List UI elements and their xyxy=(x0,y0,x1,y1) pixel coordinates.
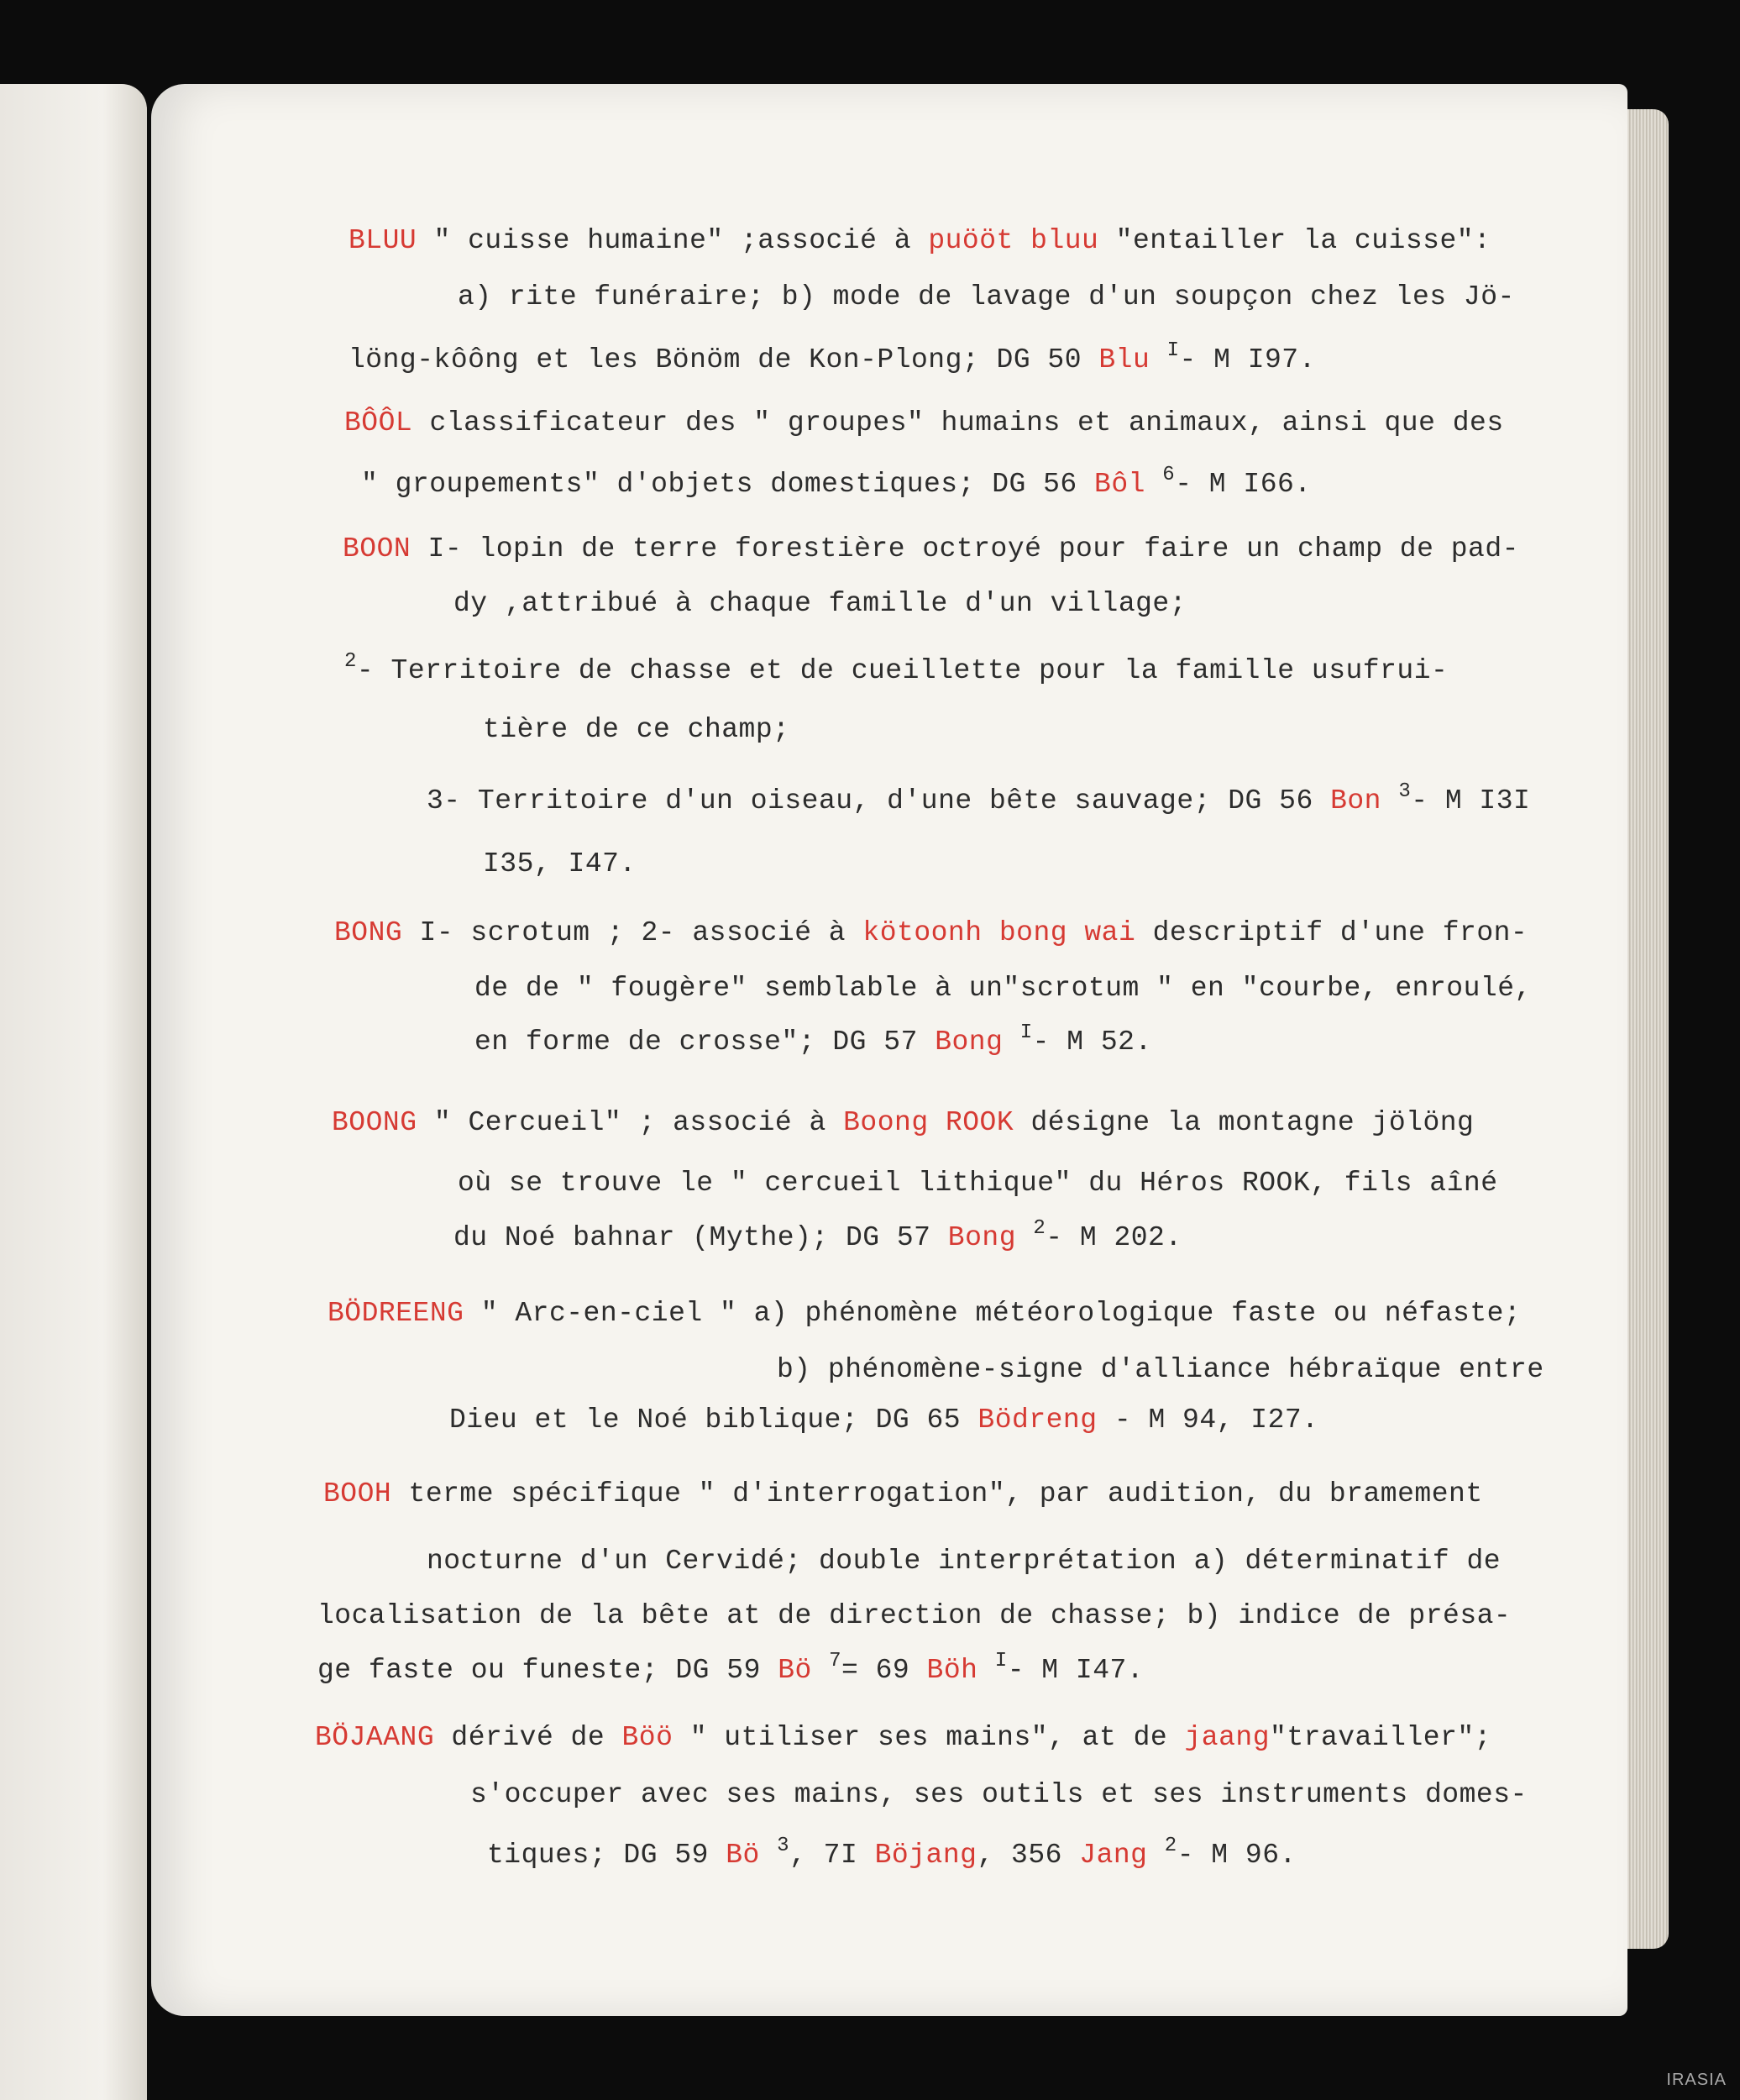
definition-text: " cuisse humaine" ;associé à xyxy=(417,225,929,256)
text-line xyxy=(343,533,1519,564)
definition-text: - M 96. xyxy=(1177,1840,1297,1871)
headword-text: Bong xyxy=(935,1026,1004,1058)
headword-text: jaang xyxy=(1184,1722,1271,1753)
text-line xyxy=(361,464,1312,500)
definition-text: - M I97. xyxy=(1179,344,1316,375)
headword-text: Böö xyxy=(621,1722,673,1753)
definition-text: I- lopin de terre forestière octroyé pour faire un champ de pad- xyxy=(411,533,1519,564)
headword-text: Jang xyxy=(1079,1840,1148,1871)
headword-text: BONG xyxy=(334,917,403,948)
definition-text: - M I47. xyxy=(1007,1655,1145,1686)
text-line xyxy=(458,281,1515,312)
definition-text: löng-kôông et les Bönöm de Kon-Plong; DG 50 xyxy=(349,344,1099,375)
superscript-index: I xyxy=(1019,1021,1033,1044)
text-line xyxy=(317,1650,1145,1686)
definition-text: localisation de la bête at de direction de chasse; b) indice de présa- xyxy=(317,1600,1512,1631)
headword-text: BÖJAANG xyxy=(315,1722,435,1753)
headword-text: BOONG xyxy=(332,1107,417,1138)
definition-text xyxy=(1016,1222,1033,1253)
definition-text: classificateur des " groupes" humains et animaux, ainsi que des xyxy=(412,407,1504,438)
superscript-index: 7 xyxy=(829,1650,842,1672)
definition-text xyxy=(1150,344,1166,375)
headword-text: Bö xyxy=(726,1840,760,1871)
text-line xyxy=(328,1298,1521,1329)
definition-text: " Arc-en-ciel " a) phénomène météorologique faste ou néfaste; xyxy=(464,1298,1522,1329)
text-line xyxy=(483,848,637,879)
superscript-index: I xyxy=(1166,339,1180,362)
headword-text: BOOH xyxy=(323,1478,392,1509)
definition-text xyxy=(1003,1026,1019,1058)
definition-text: tière de ce champ; xyxy=(483,714,790,745)
text-line xyxy=(427,780,1531,816)
headword-text: BOON xyxy=(343,533,411,564)
definition-text xyxy=(977,1655,994,1686)
definition-text: descriptif d'une fron- xyxy=(1135,917,1528,948)
text-line xyxy=(427,1546,1501,1577)
definition-text: I35, I47. xyxy=(483,848,637,879)
definition-text: "travailler"; xyxy=(1270,1722,1491,1753)
watermark: IRASIA xyxy=(1666,2071,1727,2089)
text-line xyxy=(470,1779,1528,1810)
definition-text: désigne la montagne jölöng xyxy=(1014,1107,1475,1138)
definition-text: - M 202. xyxy=(1046,1222,1182,1253)
definition-text: du Noé bahnar (Mythe); DG 57 xyxy=(453,1222,948,1253)
definition-text: Dieu et le Noé biblique; DG 65 xyxy=(449,1404,978,1436)
definition-text: dérivé de xyxy=(434,1722,622,1753)
definition-text: - M I66. xyxy=(1175,469,1312,500)
superscript-index: 2 xyxy=(1164,1835,1177,1857)
text-line xyxy=(777,1354,1544,1385)
text-line xyxy=(349,339,1316,375)
definition-text: = 69 xyxy=(841,1655,927,1686)
headword-text: Boong ROOK xyxy=(843,1107,1014,1138)
text-line xyxy=(334,917,1528,948)
text-line xyxy=(317,1600,1511,1631)
headword-text: Bö xyxy=(778,1655,812,1686)
definition-text: dy ,attribué à chaque famille d'un village; xyxy=(453,588,1187,619)
superscript-index: 3 xyxy=(777,1835,790,1857)
definition-text: s'occuper avec ses mains, ses outils et ses instruments domes- xyxy=(470,1779,1528,1810)
definition-text xyxy=(812,1655,829,1686)
definition-text: b) phénomène-signe d'alliance hébraïque entre xyxy=(777,1354,1544,1385)
definition-text: - Territoire de chasse et de cueillette pour la famille usufrui- xyxy=(356,655,1449,686)
definition-text: , 356 xyxy=(977,1840,1080,1871)
headword-text: Böh xyxy=(926,1655,978,1686)
definition-text: - M I3I xyxy=(1411,785,1531,816)
definition-text: tiques; DG 59 xyxy=(487,1840,726,1871)
text-line xyxy=(487,1835,1297,1871)
definition-text: " groupements" d'objets domestiques; DG 56 xyxy=(361,469,1095,500)
definition-text xyxy=(760,1840,777,1871)
text-line xyxy=(323,1478,1483,1509)
headword-text: Bon xyxy=(1330,785,1381,816)
headword-text: Bôl xyxy=(1094,469,1145,500)
definition-text: "entailler la cuisse": xyxy=(1098,225,1491,256)
superscript-index: 2 xyxy=(1033,1217,1046,1240)
definition-text xyxy=(1381,785,1398,816)
definition-text: où se trouve le " cercueil lithique" du Héros ROOK, fils aîné xyxy=(458,1168,1498,1199)
text-line xyxy=(332,1107,1474,1138)
definition-text: I- scrotum ; 2- associé à xyxy=(402,917,863,948)
text-line xyxy=(449,1404,1318,1436)
text-line xyxy=(474,1021,1152,1058)
headword-text: Bödreng xyxy=(977,1404,1098,1436)
headword-text: Blu xyxy=(1098,344,1150,375)
text-line xyxy=(344,407,1504,438)
definition-text: a) rite funéraire; b) mode de lavage d'un soupçon chez les Jö- xyxy=(458,281,1515,312)
definition-text: " utiliser ses mains", at de xyxy=(673,1722,1185,1753)
superscript-index: 3 xyxy=(1398,780,1412,803)
definition-text: - M 94, I27. xyxy=(1097,1404,1319,1436)
definition-text: , 7I xyxy=(789,1840,875,1871)
definition-text xyxy=(1145,469,1162,500)
definition-text: terme spécifique " d'interrogation", par audition, du bramement xyxy=(391,1478,1483,1509)
headword-text: Bong xyxy=(947,1222,1017,1253)
text-line xyxy=(453,588,1187,619)
text-line xyxy=(483,714,789,745)
definition-text: 3- Territoire d'un oiseau, d'une bête sauvage; DG 56 xyxy=(427,785,1331,816)
superscript-index: 2 xyxy=(344,650,357,673)
definition-text: ge faste ou funeste; DG 59 xyxy=(317,1655,778,1686)
superscript-index: I xyxy=(994,1650,1008,1672)
headword-text: puööt bluu xyxy=(928,225,1099,256)
text-line xyxy=(453,1217,1182,1253)
definition-text: - M 52. xyxy=(1032,1026,1152,1058)
headword-text: BLUU xyxy=(349,225,417,256)
headword-text: BÖDREENG xyxy=(328,1298,464,1329)
definition-text xyxy=(1147,1840,1164,1871)
headword-text: Böjang xyxy=(874,1840,977,1871)
definition-text: en forme de crosse"; DG 57 xyxy=(474,1026,936,1058)
definition-text: de de " fougère" semblable à un"scrotum " en "courbe, enroulé, xyxy=(474,973,1532,1004)
text-line xyxy=(344,650,1449,686)
definition-text: nocturne d'un Cervidé; double interprétation a) déterminatif de xyxy=(427,1546,1502,1577)
superscript-index: 6 xyxy=(1162,464,1176,486)
text-line xyxy=(315,1722,1491,1753)
left-page-edge xyxy=(0,84,147,2100)
text-line xyxy=(349,225,1491,256)
headword-text: BÔÔL xyxy=(344,407,413,438)
headword-text: kötoonh bong wai xyxy=(862,917,1136,948)
text-line xyxy=(458,1168,1498,1199)
text-line xyxy=(474,973,1532,1004)
definition-text: " Cercueil" ; associé à xyxy=(417,1107,844,1138)
